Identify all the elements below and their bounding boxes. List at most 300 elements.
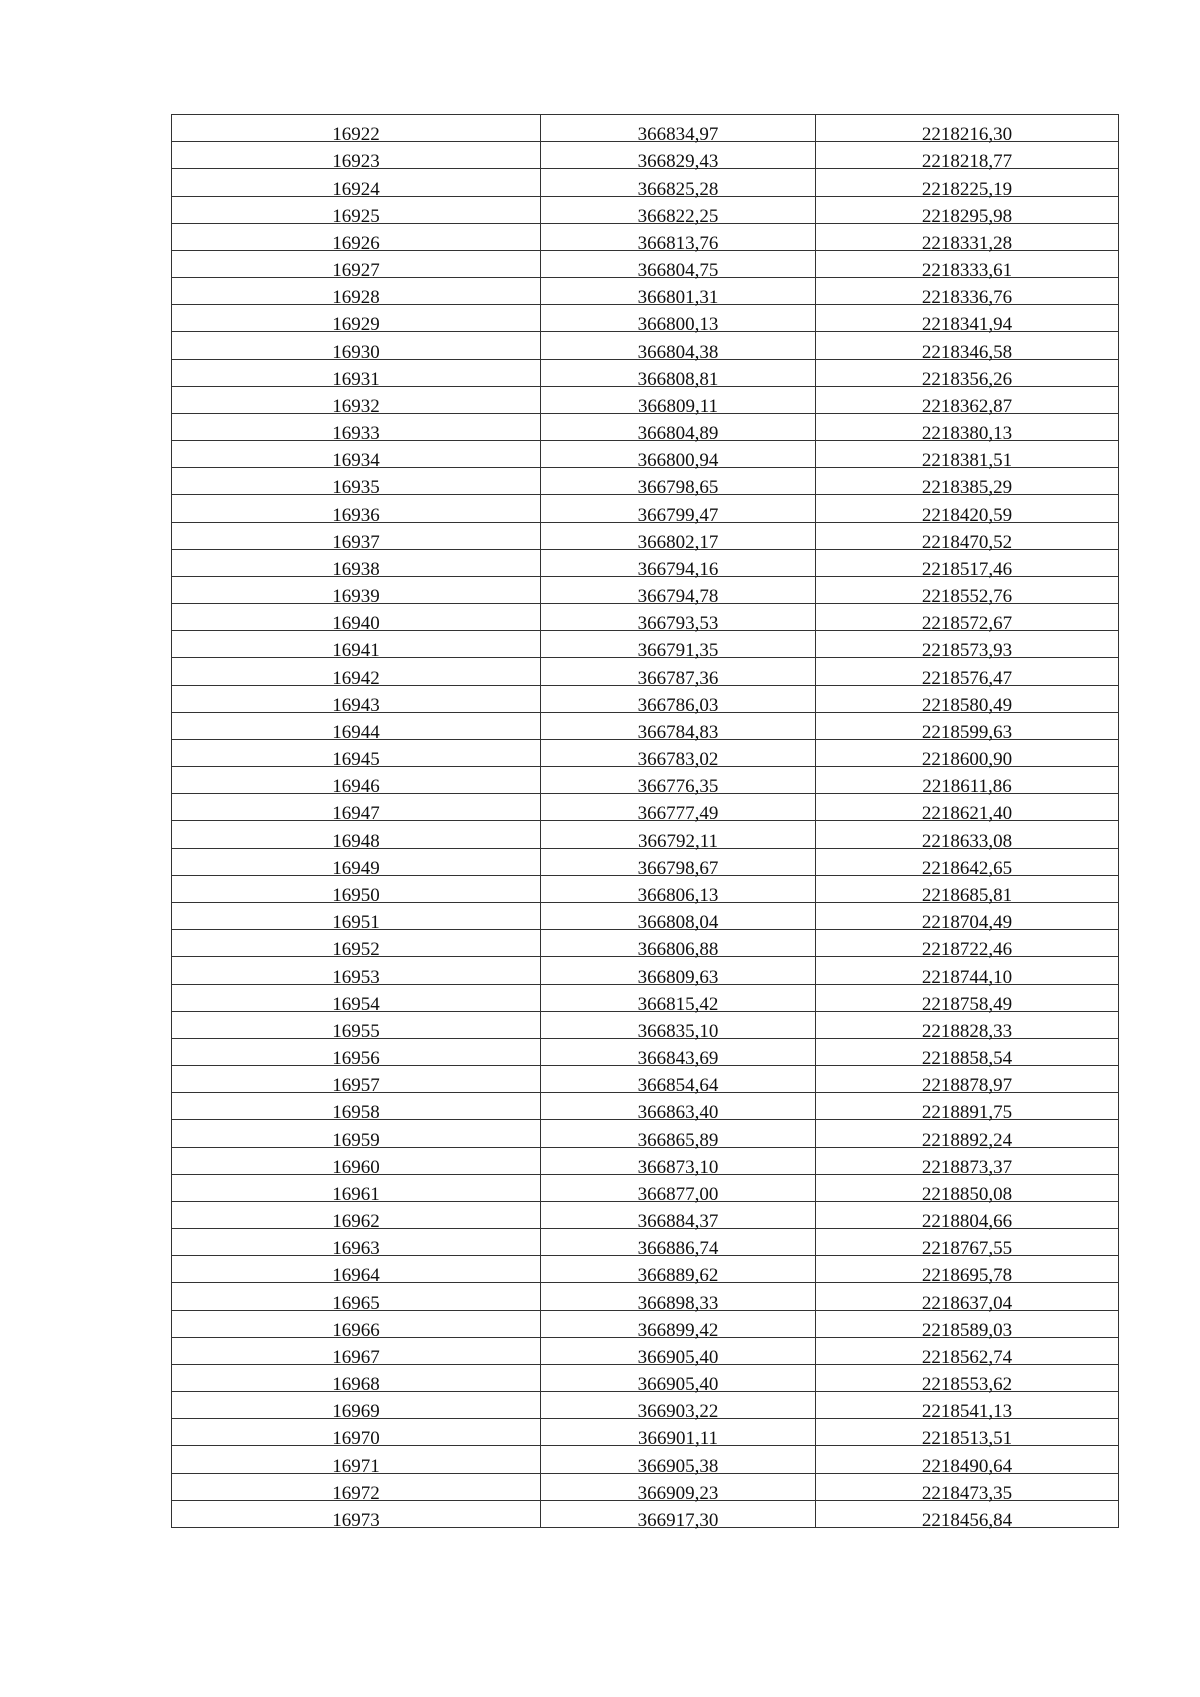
table-row <box>172 386 1119 413</box>
point-number-cell <box>172 386 541 417</box>
cell-text: 2218381,51 <box>921 450 1013 472</box>
cell-text: 16956 <box>332 1048 380 1070</box>
y-coordinate-cell <box>816 522 1119 553</box>
cell-text: 366786,03 <box>637 694 719 716</box>
table-row <box>172 413 1119 440</box>
y-coordinate-cell <box>816 1201 1119 1233</box>
cell-text: 2218553,62 <box>921 1374 1013 1396</box>
cell-text: 366815,42 <box>637 993 719 1015</box>
x-coordinate-cell <box>541 631 816 662</box>
table-row <box>172 739 1119 766</box>
point-number-cell <box>172 332 541 363</box>
cell-text: 366886,74 <box>637 1238 719 1260</box>
x-coordinate-cell <box>541 1500 816 1531</box>
cell-text: 366776,35 <box>637 776 719 798</box>
cell-text: 366800,94 <box>637 450 719 472</box>
cell-text: 2218341,94 <box>921 314 1013 336</box>
cell-text: 16930 <box>332 341 380 363</box>
cell-text: 366835,10 <box>637 1020 719 1042</box>
x-coordinate-cell <box>541 549 816 580</box>
cell-text: 16947 <box>332 803 380 825</box>
cell-text: 16928 <box>332 287 380 309</box>
cell-text: 366809,11 <box>637 395 719 417</box>
y-coordinate-cell <box>816 1283 1119 1314</box>
cell-text: 16972 <box>332 1482 380 1504</box>
cell-text: 16944 <box>332 721 380 743</box>
point-number-cell <box>172 1310 541 1341</box>
y-coordinate-cell <box>816 957 1119 988</box>
cell-text: 366854,64 <box>637 1075 719 1097</box>
y-coordinate-cell <box>816 441 1119 472</box>
point-number-cell <box>172 468 541 499</box>
cell-text: 16955 <box>332 1020 380 1042</box>
x-coordinate-cell <box>541 1446 816 1477</box>
cell-text: 366822,25 <box>637 205 719 227</box>
point-number-cell <box>172 1120 541 1151</box>
cell-text: 366865,89 <box>637 1129 719 1151</box>
table-row <box>172 278 1119 305</box>
cell-text: 366829,43 <box>637 151 719 173</box>
table-row <box>172 1419 1119 1446</box>
x-coordinate-cell <box>541 332 816 363</box>
table-row <box>172 1473 1119 1500</box>
y-coordinate-cell <box>816 115 1119 146</box>
x-coordinate-cell <box>541 712 816 743</box>
cell-text: 16953 <box>332 966 380 988</box>
cell-text: 16939 <box>332 586 380 608</box>
cell-text: 2218552,76 <box>921 586 1013 608</box>
cell-text: 2218685,81 <box>921 884 1013 906</box>
table-row <box>172 196 1119 223</box>
y-coordinate-cell <box>816 576 1119 608</box>
cell-text: 2218621,40 <box>921 803 1013 825</box>
cell-text: 2218804,66 <box>921 1211 1013 1233</box>
cell-text: 16973 <box>332 1509 380 1531</box>
table-row <box>172 875 1119 902</box>
x-coordinate-cell <box>541 848 816 879</box>
cell-text: 2218878,97 <box>921 1075 1013 1097</box>
table-row <box>172 169 1119 196</box>
x-coordinate-cell <box>541 169 816 200</box>
table-row <box>172 957 1119 984</box>
table-row <box>172 305 1119 332</box>
y-coordinate-cell <box>816 1364 1119 1396</box>
cell-text: 366783,02 <box>637 749 719 771</box>
cell-text: 366791,35 <box>637 640 719 662</box>
cell-text: 2218420,59 <box>921 504 1013 526</box>
point-number-cell <box>172 1337 541 1368</box>
x-coordinate-cell <box>541 359 816 390</box>
table-row <box>172 250 1119 277</box>
x-coordinate-cell <box>541 1310 816 1341</box>
table-row <box>172 658 1119 685</box>
x-coordinate-cell <box>541 468 816 499</box>
y-coordinate-cell <box>816 1038 1119 1070</box>
table-row <box>172 522 1119 549</box>
point-number-cell <box>172 115 541 146</box>
cell-text: 366794,78 <box>637 586 719 608</box>
x-coordinate-cell <box>541 1256 816 1287</box>
y-coordinate-cell <box>816 1147 1119 1178</box>
table-row <box>172 712 1119 739</box>
point-number-cell <box>172 250 541 282</box>
cell-text: 2218828,33 <box>921 1020 1013 1042</box>
table-row <box>172 1201 1119 1228</box>
cell-text: 2218637,04 <box>921 1292 1013 1314</box>
y-coordinate-cell <box>816 549 1119 580</box>
x-coordinate-cell <box>541 115 816 146</box>
y-coordinate-cell <box>816 1419 1119 1450</box>
y-coordinate-cell <box>816 794 1119 825</box>
table-row <box>172 848 1119 875</box>
y-coordinate-cell <box>816 332 1119 363</box>
table-row <box>172 902 1119 929</box>
table-row <box>172 1147 1119 1174</box>
point-number-cell <box>172 685 541 716</box>
point-number-cell <box>172 1229 541 1260</box>
cell-text: 16945 <box>332 749 380 771</box>
coordinates-table <box>171 114 1119 1531</box>
point-number-cell <box>172 1364 541 1396</box>
point-number-cell <box>172 413 541 445</box>
y-coordinate-cell <box>816 359 1119 390</box>
cell-text: 2218333,61 <box>921 260 1013 282</box>
point-number-cell <box>172 767 541 798</box>
cell-text: 2218356,26 <box>921 368 1013 390</box>
cell-text: 2218385,29 <box>921 477 1013 499</box>
cell-text: 366905,38 <box>637 1455 719 1477</box>
cell-text: 16952 <box>332 939 380 961</box>
y-coordinate-cell <box>816 196 1119 227</box>
point-number-cell <box>172 196 541 227</box>
table-row <box>172 1066 1119 1093</box>
cell-text: 366834,97 <box>637 124 719 146</box>
y-coordinate-cell <box>816 1120 1119 1151</box>
cell-text: 366873,10 <box>637 1156 719 1178</box>
x-coordinate-cell <box>541 1038 816 1070</box>
y-coordinate-cell <box>816 1473 1119 1504</box>
cell-text: 16923 <box>332 151 380 173</box>
cell-text: 2218858,54 <box>921 1048 1013 1070</box>
point-number-cell <box>172 1419 541 1450</box>
cell-text: 2218589,03 <box>921 1319 1013 1341</box>
cell-text: 16924 <box>332 178 380 200</box>
x-coordinate-cell <box>541 604 816 635</box>
x-coordinate-cell <box>541 1419 816 1450</box>
point-number-cell <box>172 1174 541 1205</box>
cell-text: 366784,83 <box>637 721 719 743</box>
cell-text: 2218576,47 <box>921 667 1013 689</box>
point-number-cell <box>172 495 541 526</box>
cell-text: 2218580,49 <box>921 694 1013 716</box>
cell-text: 16970 <box>332 1428 380 1450</box>
cell-text: 2218767,55 <box>921 1238 1013 1260</box>
cell-text: 366917,30 <box>637 1509 719 1531</box>
cell-text: 16965 <box>332 1292 380 1314</box>
table-row <box>172 604 1119 631</box>
cell-text: 2218600,90 <box>921 749 1013 771</box>
cell-text: 2218633,08 <box>921 830 1013 852</box>
x-coordinate-cell <box>541 1093 816 1124</box>
y-coordinate-cell <box>816 1229 1119 1260</box>
cell-text: 366901,11 <box>637 1428 719 1450</box>
x-coordinate-cell <box>541 984 816 1015</box>
cell-text: 2218758,49 <box>921 993 1013 1015</box>
x-coordinate-cell <box>541 1120 816 1151</box>
cell-text: 16951 <box>332 912 380 934</box>
x-coordinate-cell <box>541 413 816 445</box>
cell-text: 2218573,93 <box>921 640 1013 662</box>
cell-text: 16969 <box>332 1401 380 1423</box>
x-coordinate-cell <box>541 1283 816 1314</box>
y-coordinate-cell <box>816 223 1119 254</box>
cell-text: 366777,49 <box>637 803 719 825</box>
cell-text: 2218873,37 <box>921 1156 1013 1178</box>
x-coordinate-cell <box>541 522 816 553</box>
cell-text: 366802,17 <box>637 531 719 553</box>
cell-text: 16933 <box>332 423 380 445</box>
cell-text: 16961 <box>332 1183 380 1205</box>
coordinates-table-body <box>172 115 1119 1531</box>
cell-text: 366804,75 <box>637 260 719 282</box>
cell-text: 16936 <box>332 504 380 526</box>
cell-text: 16938 <box>332 558 380 580</box>
cell-text: 366794,16 <box>637 558 719 580</box>
cell-text: 16941 <box>332 640 380 662</box>
y-coordinate-cell <box>816 984 1119 1015</box>
cell-text: 2218380,13 <box>921 423 1013 445</box>
table-row <box>172 441 1119 468</box>
y-coordinate-cell <box>816 875 1119 906</box>
y-coordinate-cell <box>816 685 1119 716</box>
cell-text: 2218336,76 <box>921 287 1013 309</box>
cell-text: 366798,67 <box>637 857 719 879</box>
cell-text: 2218346,58 <box>921 341 1013 363</box>
cell-text: 366800,13 <box>637 314 719 336</box>
cell-text: 366813,76 <box>637 232 719 254</box>
y-coordinate-cell <box>816 169 1119 200</box>
cell-text: 16968 <box>332 1374 380 1396</box>
cell-text: 2218695,78 <box>921 1265 1013 1287</box>
x-coordinate-cell <box>541 1147 816 1178</box>
x-coordinate-cell <box>541 223 816 254</box>
cell-text: 2218850,08 <box>921 1183 1013 1205</box>
table-row <box>172 115 1119 142</box>
point-number-cell <box>172 1283 541 1314</box>
x-coordinate-cell <box>541 739 816 771</box>
cell-text: 366843,69 <box>637 1048 719 1070</box>
point-number-cell <box>172 712 541 743</box>
cell-text: 2218517,46 <box>921 558 1013 580</box>
cell-text: 2218892,24 <box>921 1129 1013 1151</box>
y-coordinate-cell <box>816 821 1119 852</box>
cell-text: 16943 <box>332 694 380 716</box>
x-coordinate-cell <box>541 821 816 852</box>
y-coordinate-cell <box>816 739 1119 771</box>
table-row <box>172 1093 1119 1120</box>
cell-text: 16964 <box>332 1265 380 1287</box>
cell-text: 2218599,63 <box>921 721 1013 743</box>
x-coordinate-cell <box>541 278 816 309</box>
x-coordinate-cell <box>541 767 816 798</box>
table-row <box>172 1446 1119 1473</box>
cell-text: 16971 <box>332 1455 380 1477</box>
cell-text: 366806,88 <box>637 939 719 961</box>
cell-text: 16932 <box>332 395 380 417</box>
x-coordinate-cell <box>541 196 816 227</box>
point-number-cell <box>172 223 541 254</box>
cell-text: 16948 <box>332 830 380 852</box>
table-row <box>172 332 1119 359</box>
cell-text: 366884,37 <box>637 1211 719 1233</box>
point-number-cell <box>172 1147 541 1178</box>
cell-text: 2218473,35 <box>921 1482 1013 1504</box>
cell-text: 2218722,46 <box>921 939 1013 961</box>
y-coordinate-cell <box>816 1500 1119 1531</box>
y-coordinate-cell <box>816 1174 1119 1205</box>
cell-text: 16958 <box>332 1102 380 1124</box>
table-row <box>172 794 1119 821</box>
point-number-cell <box>172 984 541 1015</box>
point-number-cell <box>172 1038 541 1070</box>
cell-text: 16927 <box>332 260 380 282</box>
point-number-cell <box>172 739 541 771</box>
cell-text: 16926 <box>332 232 380 254</box>
table-row <box>172 1364 1119 1391</box>
y-coordinate-cell <box>816 278 1119 309</box>
y-coordinate-cell <box>816 386 1119 417</box>
cell-text: 366799,47 <box>637 504 719 526</box>
point-number-cell <box>172 631 541 662</box>
cell-text: 16962 <box>332 1211 380 1233</box>
cell-text: 2218216,30 <box>921 124 1013 146</box>
table-row <box>172 1174 1119 1201</box>
y-coordinate-cell <box>816 495 1119 526</box>
table-row <box>172 1310 1119 1337</box>
y-coordinate-cell <box>816 848 1119 879</box>
table-row <box>172 1500 1119 1527</box>
x-coordinate-cell <box>541 1364 816 1396</box>
y-coordinate-cell <box>816 468 1119 499</box>
cell-text: 366905,40 <box>637 1374 719 1396</box>
y-coordinate-cell <box>816 413 1119 445</box>
y-coordinate-cell <box>816 712 1119 743</box>
cell-text: 16929 <box>332 314 380 336</box>
y-coordinate-cell <box>816 250 1119 282</box>
table-row <box>172 359 1119 386</box>
cell-text: 2218513,51 <box>921 1428 1013 1450</box>
cell-text: 16963 <box>332 1238 380 1260</box>
point-number-cell <box>172 549 541 580</box>
y-coordinate-cell <box>816 1392 1119 1423</box>
cell-text: 16959 <box>332 1129 380 1151</box>
point-number-cell <box>172 930 541 961</box>
x-coordinate-cell <box>541 1066 816 1097</box>
y-coordinate-cell <box>816 658 1119 689</box>
y-coordinate-cell <box>816 902 1119 934</box>
table-row <box>172 631 1119 658</box>
cell-text: 16934 <box>332 450 380 472</box>
x-coordinate-cell <box>541 250 816 282</box>
x-coordinate-cell <box>541 794 816 825</box>
x-coordinate-cell <box>541 576 816 608</box>
cell-text: 366905,40 <box>637 1346 719 1368</box>
x-coordinate-cell <box>541 1473 816 1504</box>
point-number-cell <box>172 1256 541 1287</box>
cell-text: 2218456,84 <box>921 1509 1013 1531</box>
point-number-cell <box>172 142 541 173</box>
cell-text: 16931 <box>332 368 380 390</box>
cell-text: 366903,22 <box>637 1401 719 1423</box>
table-row <box>172 821 1119 848</box>
cell-text: 366877,00 <box>637 1183 719 1205</box>
point-number-cell <box>172 902 541 934</box>
point-number-cell <box>172 169 541 200</box>
cell-text: 16922 <box>332 124 380 146</box>
point-number-cell <box>172 794 541 825</box>
cell-text: 366898,33 <box>637 1292 719 1314</box>
cell-text: 366899,42 <box>637 1319 719 1341</box>
y-coordinate-cell <box>816 1093 1119 1124</box>
point-number-cell <box>172 1201 541 1233</box>
cell-text: 366787,36 <box>637 667 719 689</box>
point-number-cell <box>172 821 541 852</box>
cell-text: 366792,11 <box>637 830 719 852</box>
table-row <box>172 468 1119 495</box>
point-number-cell <box>172 1473 541 1504</box>
cell-text: 2218470,52 <box>921 531 1013 553</box>
table-row <box>172 549 1119 576</box>
table-row <box>172 767 1119 794</box>
cell-text: 2218891,75 <box>921 1102 1013 1124</box>
y-coordinate-cell <box>816 1011 1119 1042</box>
x-coordinate-cell <box>541 930 816 961</box>
y-coordinate-cell <box>816 305 1119 336</box>
x-coordinate-cell <box>541 875 816 906</box>
x-coordinate-cell <box>541 957 816 988</box>
cell-text: 2218642,65 <box>921 857 1013 879</box>
point-number-cell <box>172 848 541 879</box>
y-coordinate-cell <box>816 1066 1119 1097</box>
cell-text: 16954 <box>332 993 380 1015</box>
x-coordinate-cell <box>541 1011 816 1042</box>
x-coordinate-cell <box>541 1392 816 1423</box>
cell-text: 366808,81 <box>637 368 719 390</box>
point-number-cell <box>172 305 541 336</box>
cell-text: 2218541,13 <box>921 1401 1013 1423</box>
cell-text: 2218562,74 <box>921 1346 1013 1368</box>
cell-text: 16937 <box>332 531 380 553</box>
x-coordinate-cell <box>541 386 816 417</box>
table-row <box>172 576 1119 603</box>
table-row <box>172 1256 1119 1283</box>
x-coordinate-cell <box>541 1201 816 1233</box>
cell-text: 16957 <box>332 1075 380 1097</box>
cell-text: 16925 <box>332 205 380 227</box>
cell-text: 366909,23 <box>637 1482 719 1504</box>
y-coordinate-cell <box>816 142 1119 173</box>
x-coordinate-cell <box>541 142 816 173</box>
cell-text: 2218362,87 <box>921 395 1013 417</box>
cell-text: 366825,28 <box>637 178 719 200</box>
table-row <box>172 685 1119 712</box>
cell-text: 16940 <box>332 613 380 635</box>
point-number-cell <box>172 1500 541 1531</box>
cell-text: 366808,04 <box>637 912 719 934</box>
table-row <box>172 984 1119 1011</box>
point-number-cell <box>172 359 541 390</box>
cell-text: 366863,40 <box>637 1102 719 1124</box>
